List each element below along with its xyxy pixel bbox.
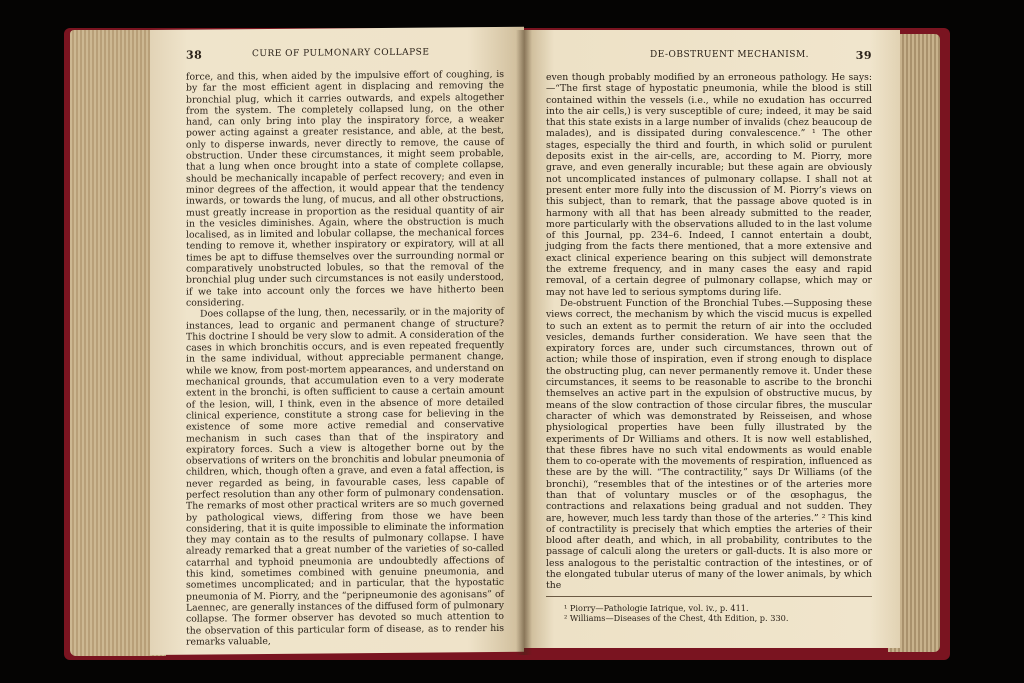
left-page-number: 38 (186, 48, 203, 62)
right-paragraph-2: De-obstruent Function of the Bronchial Tubes.—Supposing these views correct, the mechanism by which the viscid mucus is expelled to such an extent as to permit the return of air into the occluded vesicles, demands further consideration. We have seen that the expiratory forces are, under such circumstances, thrown out of action; while those of inspiration, even if strong enough to displace the obstructing plug, can never permanently remove it. Under these circumstances, it seems to be reasonable to ascribe to the bronchi themselves an active part in the expulsion of obstructive mucus, by means of the slow contraction of those circular fibres, the muscular character of which was demonstrated by Reisseisen, and whose physiological properties have been fully illustrated by the experiments of Dr Williams and others. It is now well established, that these fibres have no such vital endowments as would enable them to co-operate with the movements of respiration, influenced as these are by the will. “The contractility,” says Dr Williams (of the bronchi), “resembles that of the intestines or of the arteries more than that of voluntary muscles or of the œsophagus, the contractions and relaxations being gradual and not sudden. They are, however, much less tardy than those of the arteries.” ² This kind of contractility is precisely that which empties the arteries of their blood after death, and which, in all probability, contributes to the passage of calculi along the ureters or gall-ducts. It is also more or less analogous to the peristaltic contraction of the intestines, or of the elongated tubular uterus of many of the lower animals, by which the (546, 297, 872, 592)
right-page (524, 30, 900, 648)
right-page-body (546, 72, 872, 592)
footnote-rule (546, 596, 872, 597)
footnotes (564, 603, 864, 623)
left-running-title: CURE OF PULMONARY COLLAPSE (252, 47, 430, 60)
right-page-number: 39 (855, 49, 872, 62)
footnote-1: ¹ Piorry—Pathologie Iatrique, vol. iv., p. 411. (564, 603, 749, 613)
right-running-head (544, 50, 872, 64)
right-running-title: DE-OBSTRUENT MECHANISM. (650, 50, 810, 60)
footnote-2: ² Williams—Diseases of the Chest, 4th Edition, p. 330. (564, 613, 789, 623)
left-page (150, 27, 524, 655)
left-page-body (186, 69, 504, 648)
left-paragraph-2: Does collapse of the lung, then, necessarily, or in the majority of instances, lead to organic and permanent change of structure? This doctrine I should be very slow to admit. A consideration of the cases in which bronchitis occurs, and is even repeated frequently in the same individual, without appreciable permanent change, while we know, from post-mortem appearances, and understand on mechanical grounds, that accumulation even to a very moderate extent in the bronchi, is often sufficient to cause a certain amount of the lesion, will, I think, even in the absence of more detailed clinical experience, constitute a strong case for believing in the existence of some more active remedial and conservative mechanism in such cases than that of the inspiratory and expiratory forces. Such a view is altogether borne out by the observations of writers on the bronchitis and lobular pneumonia of children, which, though often a grave, and even a fatal affection, is never regarded as being, in favourable cases, less capable of perfect resolution than any other form of pulmonary condensation. The remarks of most other practical writers are so much governed by pathological views, differing from those we have been considering, that it is quite impossible to eliminate the information they may contain as to the results of pulmonary collapse. I have already remarked that a great number of the varieties of so-called catarrhal and typhoid pneumonia are undoubtedly affections of this kind, sometimes combined with genuine pneumonia, and sometimes uncomplicated; and in particular, that the hypostatic pneumonia of M. Piorry, and the “peripneumonie des agonisans” of Laennec, are generally instances of the diffused form of pulmonary collapse. The former observer has devoted so much attention to the observation of this particular form of disease, as to render his remarks valuable, (186, 306, 504, 648)
right-paragraph-1: even though probably modified by an erroneous pathology. He says:—“The first stage of hypostatic pneumonia, while the blood is still contained within the vessels (i.e., while no exudation has occurred into the air cells,) is very susceptible of cure; indeed, it may be said that this state exists in a large number of invalids (chez beaucoup de malades), and is dissipated during convalescence.” ¹ The other stages, especially the third and fourth, in which solid or purulent deposits exist in the air-cells, are, according to M. Piorry, more grave, and even generally incurable; but these again are obviously not uncomplicated instances of pulmonary collapse. I shall not at present enter more fully into the discussion of M. Piorry’s views on this subject, than to remark, that the passage above quoted is in harmony with all that has been already submitted to the reader, more particularly with the observations alluded to in the last volume of this Journal, pp. 234–6. Indeed, I cannot entertain a doubt, judging from the facts there mentioned, that a more extensive and exact clinical experience bearing on this subject will demonstrate the extreme frequency, and in many cases the easy and rapid removal, of a certain degree of pulmonary collapse, which may or may not have led to serious symptoms during life. (546, 72, 872, 298)
left-paragraph-1: force, and this, when aided by the impulsive effort of coughing, is by far the most efficient agent in displacing and removing the bronchial plug, which it carries outwards, and expels altogether from the system. The completely collapsed lung, on the other hand, can only bring into play the inspiratory force, a weaker power acting against a greater resistance, and able, at the best, only to disperse inwards, never directly to remove, the cause of obstruction. Under these circumstances, it might seem probable, that a lung when once brought into a state of complete collapse, should be mechanically incapable of perfect recovery; and even in minor degrees of the affection, it would appear that the tendency inwards, or towards the lung, of mucus, and all other obstructions, must greatly increase in proportion as the residual quantity of air in the vesicles diminishes. Again, where the obstruction is much localised, as in limited and lobular collapse, the mechanical forces tending to remove it, whether inspiratory or expiratory, will at all times be apt to diffuse themselves over the surrounding normal or comparatively unobstructed lobules, so that the removal of the bronchial plug under such circumstances is not easily understood, if we take into account only the forces we have hitherto been considering. (186, 68, 504, 309)
book-gutter (516, 30, 532, 655)
left-running-head (186, 47, 502, 64)
